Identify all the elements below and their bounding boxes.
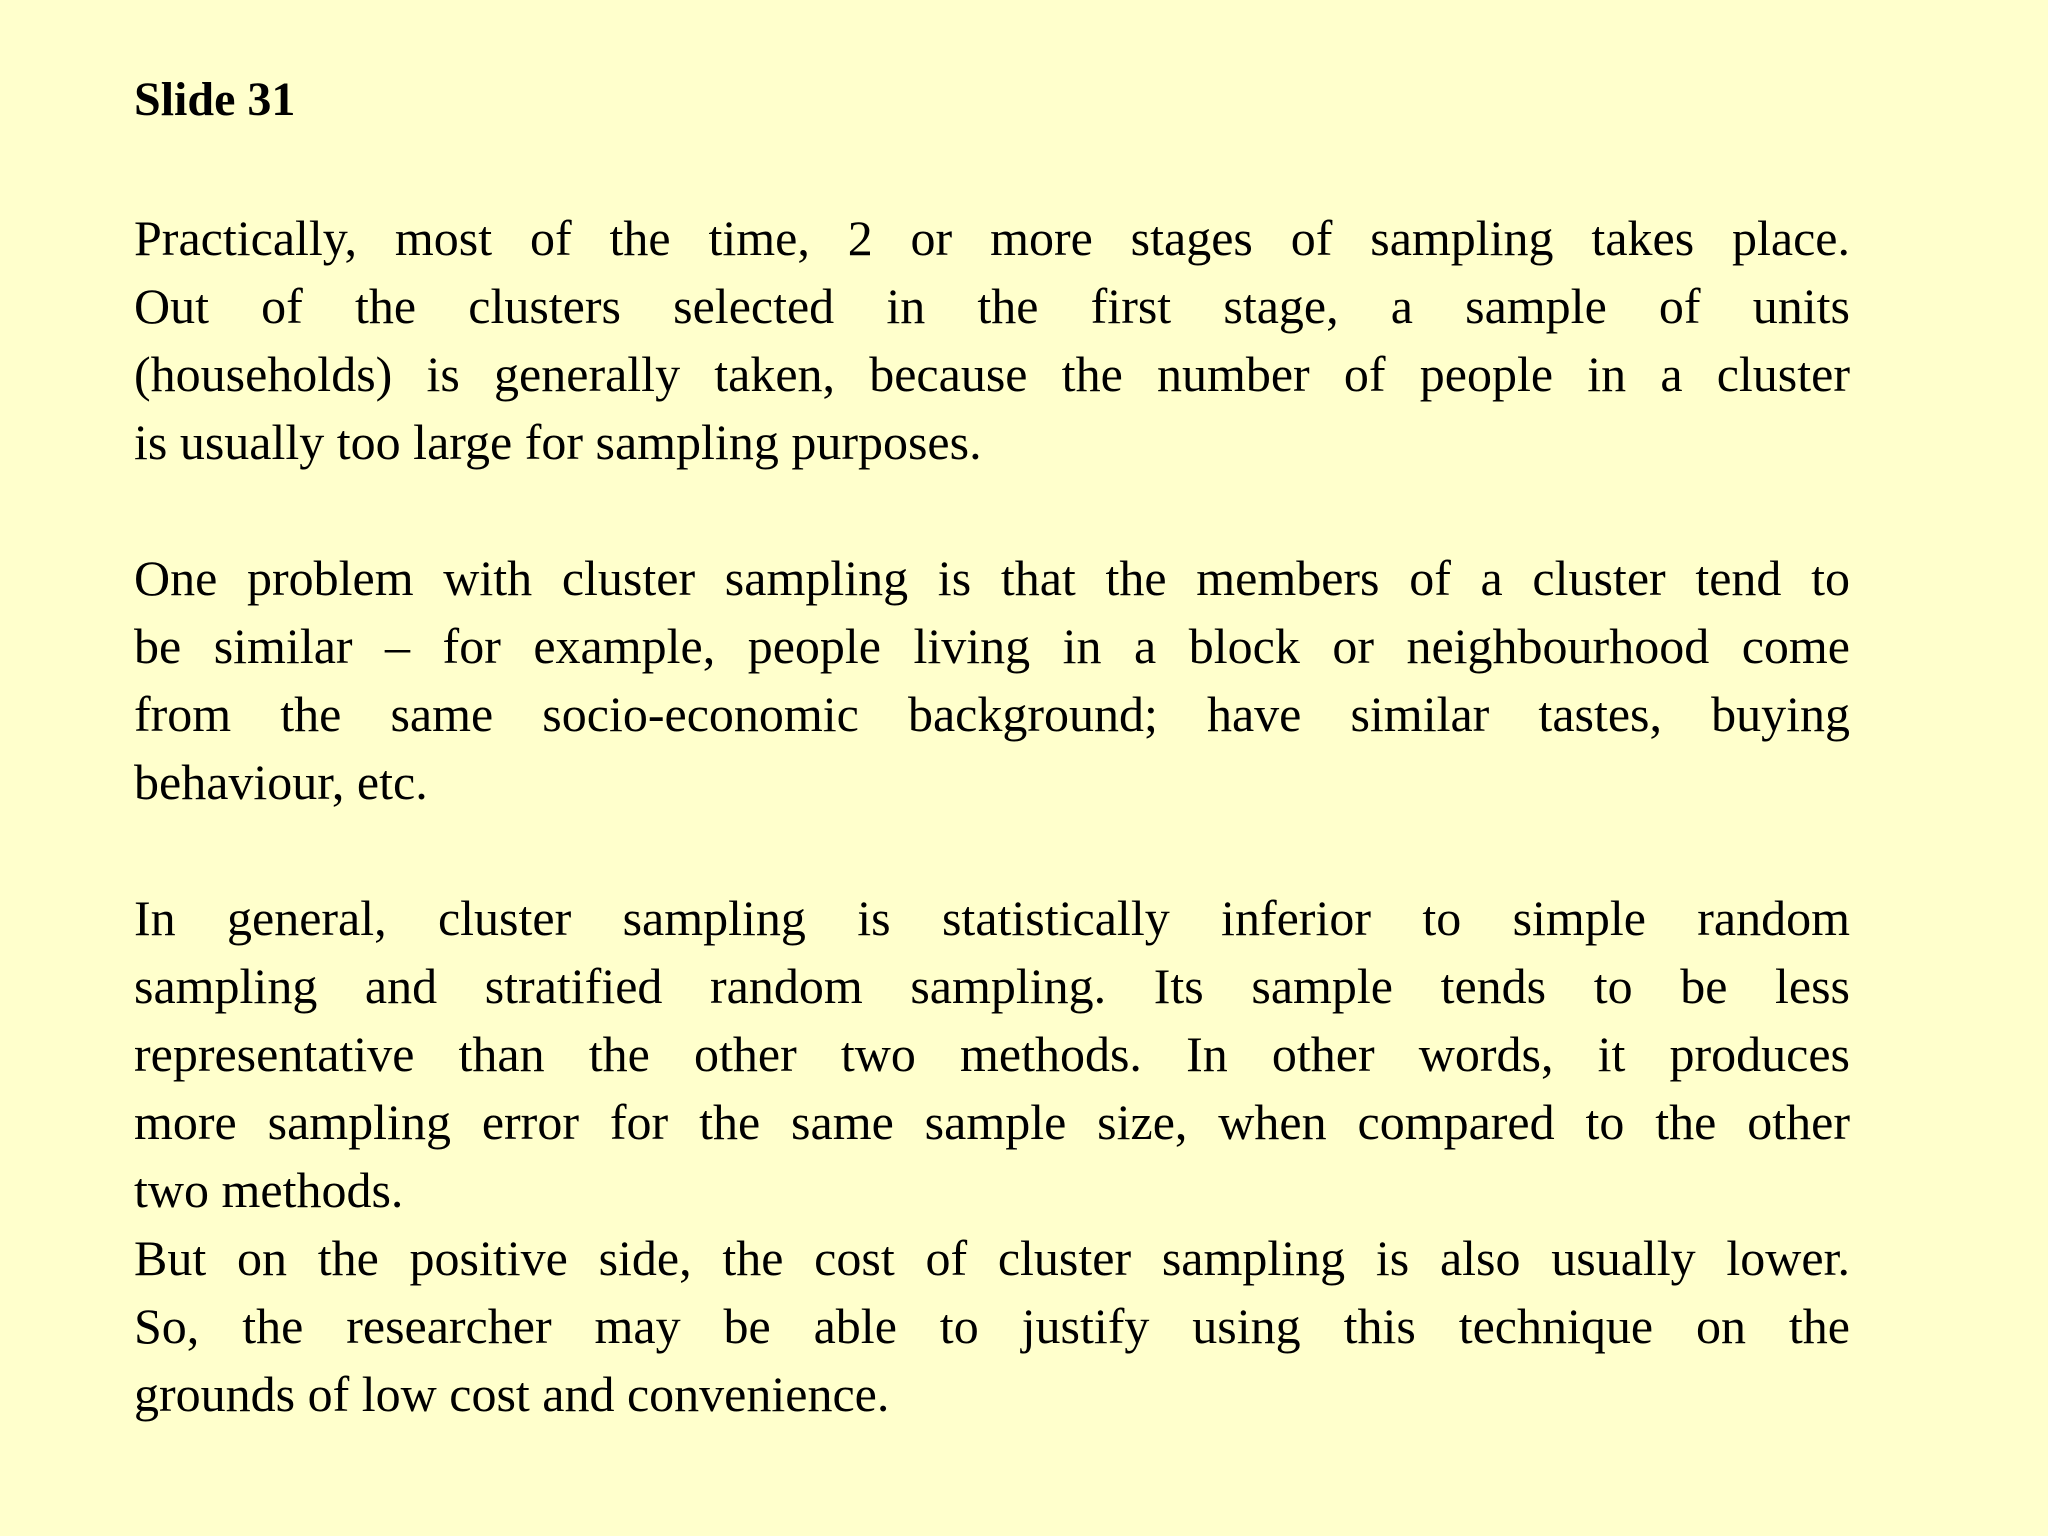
paragraph-line: two methods. [134,1162,404,1218]
paragraph-line: Out of the clusters selected in the first stage, a sample of units [134,278,1850,334]
paragraph-multistage-sampling [134,204,1850,476]
paragraph-line: behaviour, etc. [134,754,428,810]
paragraph-line: In general, cluster sampling is statistically inferior to simple random [134,890,1850,946]
paragraph-line: from the same socio-economic background; have similar tastes, buying [134,686,1850,742]
paragraph-line: be similar – for example, people living in a block or neighbourhood come [134,618,1850,674]
slide-title: Slide 31 [134,73,296,126]
paragraph-line: (households) is generally taken, because the number of people in a cluster [134,346,1850,402]
paragraph-line: But on the positive side, the cost of cluster sampling is also usually lower. [134,1230,1850,1286]
paragraph-line: grounds of low cost and convenience. [134,1366,890,1422]
paragraph-line: representative than the other two methods. In other words, it produces [134,1026,1850,1082]
paragraph-line: is usually too large for sampling purposes. [134,414,982,470]
paragraph-line: One problem with cluster sampling is that the members of a cluster tend to [134,550,1850,606]
paragraph-line: more sampling error for the same sample size, when compared to the other [134,1094,1850,1150]
paragraph-line: sampling and stratified random sampling. Its sample tends to be less [134,958,1850,1014]
paragraph-line: So, the researcher may be able to justify using this technique on the [134,1298,1850,1354]
paragraph-statistical-comparison [134,884,1850,1428]
paragraph-cluster-similarity [134,544,1850,816]
paragraph-line: Practically, most of the time, 2 or more stages of sampling takes place. [134,210,1850,266]
slide-body [134,204,1850,1428]
paragraph-spacer [134,816,1850,884]
paragraph-spacer [134,476,1850,544]
